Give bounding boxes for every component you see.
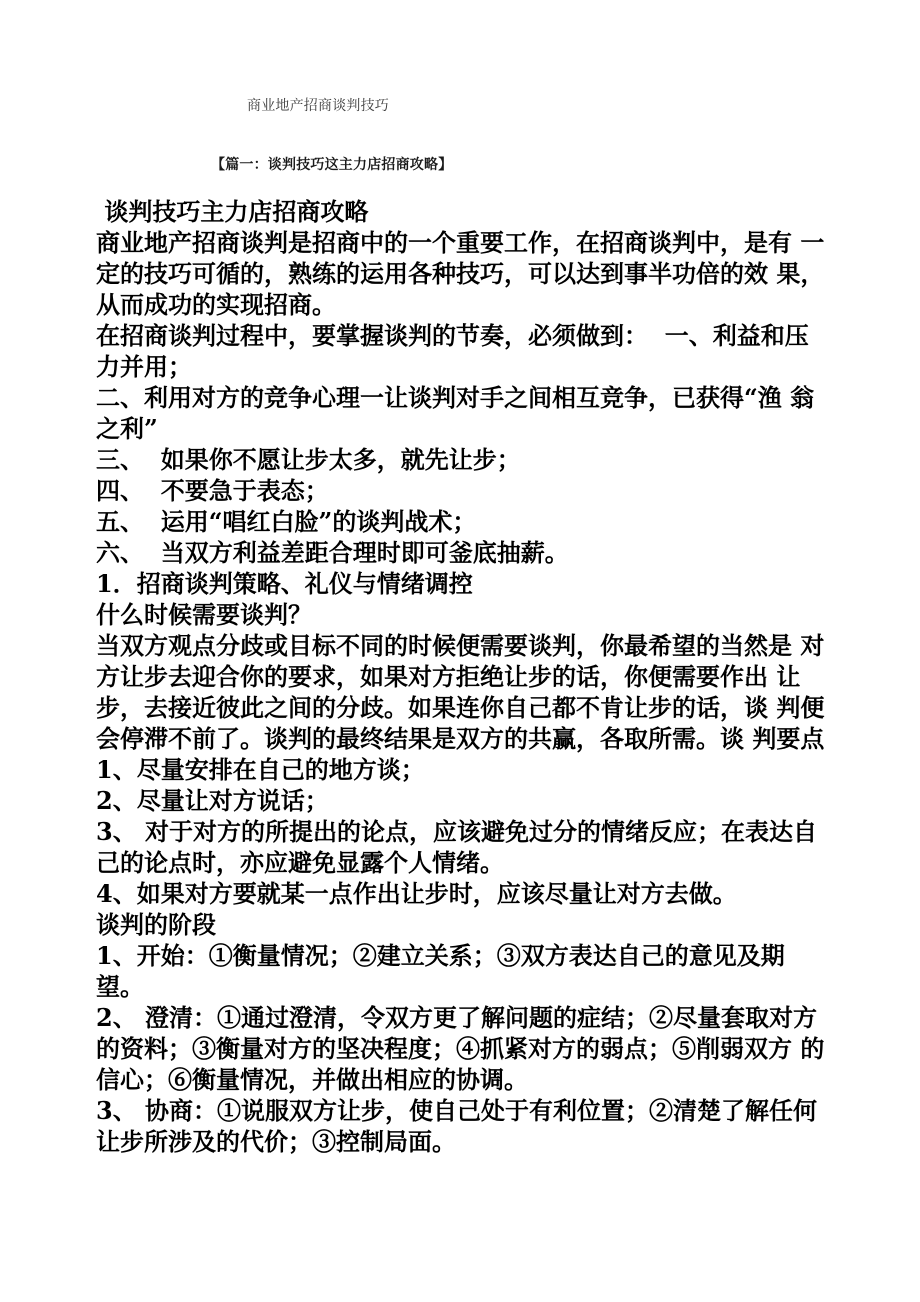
body-paragraph: 二、利用对方的竞争心理一让谈判对手之间相互竞争，已获得“渔 翁之利”	[96, 383, 815, 443]
body-paragraph: 五、 运用“唱红白脸”的谈判战术；	[96, 507, 477, 536]
body-paragraph: 3、 对于对方的所提出的论点，应该避免过分的情绪反应；在表达自 己的论点时，亦应避免显露个人情绪。	[96, 817, 826, 877]
body-paragraph: 四、 不要急于表态；	[96, 476, 329, 505]
body-paragraph: 在招商谈判过程中，要掌握谈判的节奏，必须做到： 一、利益和压力并用；	[96, 321, 809, 381]
body-paragraph: 2、尽量让对方说话；	[96, 786, 329, 815]
body-paragraph: 3、 协商：①说服双方让步，使自己处于有利位置；②清楚了解任何 让步所涉及的代价；③控制局面。	[96, 1096, 826, 1156]
body-paragraph: 三、 如果你不愿让步太多，就先让步；	[96, 445, 521, 474]
body-paragraph: 1．招商谈判策略、礼仪与情绪调控	[96, 569, 473, 598]
body-paragraph: 什么时候需要谈判？	[96, 600, 312, 629]
body-paragraph: 商业地产招商谈判是招商中的一个重要工作，在招商谈判中，是有 一定的技巧可循的，熟练的运用各种技巧，可以达到事半功倍的效 果，从而成功的实现招商。	[96, 228, 825, 319]
body-paragraph: 当双方观点分歧或目标不同的时候便需要谈判，你最希望的当然是 对方让步去迎合你的要求，如果对方拒绝让步的话，你便需要作出 让步，去接近彼此之间的分歧。如果连你自己都不肯让步的话，谈 判便会停滞不前了。谈判的最终结果是双方的共赢，各取所需。谈 判要点	[96, 631, 825, 753]
body-paragraph: 4、如果对方要就某一点作出让步时，应该尽量让对方去做。	[96, 879, 737, 908]
body-paragraph: 1、尽量安排在自己的地方谈；	[96, 755, 425, 784]
body-paragraph: 谈判的阶段	[96, 910, 216, 939]
document-body	[96, 196, 832, 1157]
body-paragraph: 2、 澄清：①通过澄清，令双方更了解问题的症结；②尽量套取对方 的资料；③衡量对方的坚决程度；④抓紧对方的弱点；⑤削弱双方 的信心；⑥衡量情况，并做出相应的协调。	[96, 1003, 826, 1094]
body-paragraph: 1、开始：①衡量情况；②建立关系；③双方表达自己的意见及期望。	[96, 941, 785, 1001]
body-paragraph: 六、 当双方利益差距合理时即可釜底抽薪。	[96, 538, 569, 567]
section-marker-heading: 【篇一：谈判技巧这主力店招商攻略】	[211, 157, 453, 173]
running-head: 商业地产招商谈判技巧	[247, 98, 389, 114]
body-paragraph: 谈判技巧主力店招商攻略	[96, 197, 369, 226]
